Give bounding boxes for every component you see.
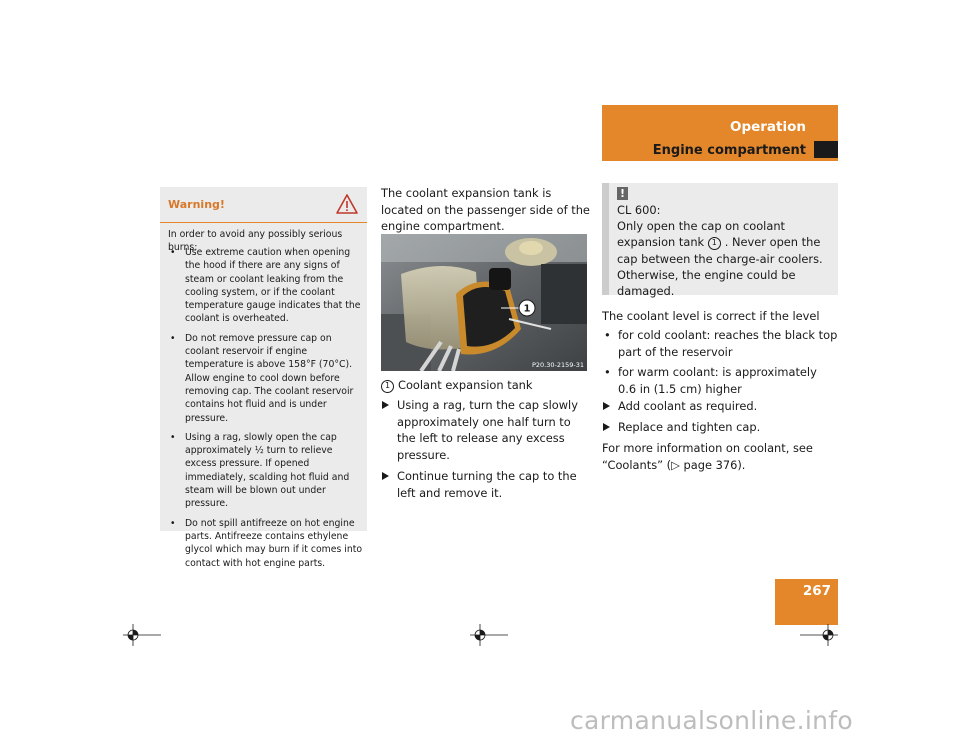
note-model: CL 600: — [617, 203, 661, 217]
list-item: Replace and tighten cap. — [602, 419, 838, 436]
warning-intro: In order to avoid any possibly serious burns: — [168, 229, 343, 253]
coolant-steps — [602, 398, 838, 439]
figure-caption — [381, 377, 591, 393]
caption-text: Coolant expansion tank — [398, 378, 533, 392]
callout-number: 1 — [708, 237, 721, 250]
note-side-bar — [602, 183, 609, 295]
notice-icon: ! — [617, 187, 628, 200]
list-item: • Using a rag, slowly open the cap approximately ½ turn to relieve excess pressure. If opened immediately, scalding hot fluid and steam will be blown out under pressure. — [168, 431, 364, 511]
page-number: 267 — [802, 583, 831, 599]
warning-title: Warning! — [168, 198, 225, 211]
list-item: Continue turning the cap to the left and remove it. — [381, 468, 591, 501]
page-ref-arrow-icon: ▷ — [671, 457, 680, 472]
note-text: CL 600: Only open the cap on coolant expansion tank 1 . Never open the cap between the charge-air coolers. Otherwise, the engine could be damaged. — [617, 202, 827, 299]
warning-list — [168, 246, 364, 576]
subsection-title: Engine compartment — [652, 143, 806, 158]
header-marker — [814, 141, 838, 158]
engine-photo — [381, 234, 587, 371]
list-item: • Do not spill antifreeze on hot engine parts. Antifreeze contains ethylene glycol which may burn if it comes into contact with hot engine parts. — [168, 517, 364, 570]
warning-divider — [160, 222, 367, 223]
photo-callout-label: 1 — [523, 303, 531, 315]
list-item: Add coolant as required. — [602, 398, 838, 415]
crop-mark-icon — [800, 624, 838, 646]
list-item: Using a rag, turn the cap slowly approximately one half turn to the left to release any excess pressure. — [381, 397, 591, 463]
photo-reference-label: P20.30-2159-31 — [531, 361, 584, 369]
level-intro: The coolant level is correct if the level — [602, 309, 820, 323]
warning-triangle-icon — [336, 194, 358, 214]
level-bullets — [602, 327, 838, 401]
crop-mark-icon — [470, 624, 508, 646]
list-item: • Use extreme caution when opening the hood if there are any signs of steam or coolant leaking from the cooling system, or if the coolant temperature gauge indicates that the coolant is overheated. — [168, 246, 364, 326]
instruction-steps — [381, 397, 591, 506]
section-title: Operation — [729, 119, 806, 135]
list-item: • for warm coolant: is approximately 0.6 in (1.5 cm) higher — [602, 364, 838, 397]
list-item: • for cold coolant: reaches the black top part of the reservoir — [602, 327, 838, 360]
intro-paragraph: The coolant expansion tank is located on the passenger side of the engine compartment. — [381, 186, 590, 233]
watermark: carmanualsonline.info — [570, 706, 853, 735]
list-item: • Do not remove pressure cap on coolant reservoir if engine temperature is above 158°F (70°C). Allow engine to cool down before removing cap. The coolant reservoir contains hot fluid and is under pressure. — [168, 332, 364, 425]
callout-number: 1 — [381, 380, 394, 393]
crop-mark-icon — [123, 624, 161, 646]
more-info-reference: For more information on coolant, see “Coolants” (▷ page 376). — [602, 441, 813, 472]
